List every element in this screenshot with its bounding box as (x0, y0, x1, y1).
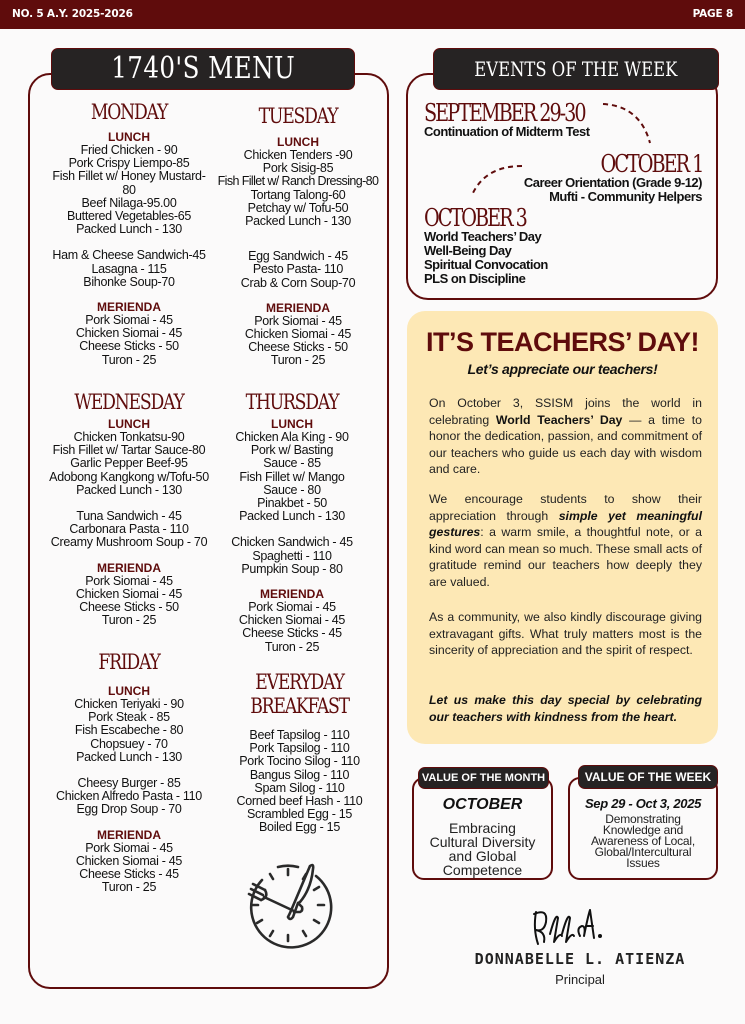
menu-item: Pesto Pasta- 110 (252, 262, 344, 277)
day-name: FRIDAY (98, 650, 160, 674)
value-of-week-box (568, 777, 718, 880)
events-title (433, 48, 719, 90)
lunch-label: LUNCH (108, 684, 150, 698)
menu-item: Egg Drop Soup - 70 (76, 802, 182, 817)
menu-item: Fried Chicken - 90 (80, 143, 178, 157)
menu-item: Chicken Ala King - 90 (235, 430, 349, 444)
event-oct-1 (524, 152, 702, 204)
menu-item: Bihonke Soup-70 (83, 274, 175, 289)
menu-item: Ham & Cheese Sandwich-45 (52, 248, 206, 263)
menu-item: Turon - 25 (101, 880, 157, 895)
breakfast-title-line1: EVERYDAY (255, 670, 344, 694)
day-name: TUESDAY (258, 104, 338, 128)
menu-item: Adobong Kangkong w/Tofu-50 (49, 469, 209, 484)
value-of-week-text (570, 814, 716, 869)
menu-item: Beef Nilaga-95.00 (81, 195, 177, 210)
merienda-label: MERIENDA (96, 827, 161, 842)
menu-item: Scrambled Egg - 15 (246, 807, 353, 822)
day-name: THURSDAY (245, 390, 339, 414)
menu-item: Sauce - 80 (263, 482, 321, 497)
principal-role: Principal (555, 972, 605, 987)
value-of-month-heading: OCTOBER (442, 796, 523, 813)
menu-item: Chicken Tenders -90 (243, 148, 353, 162)
menu-item: Fish Fillet w/ Tartar Sauce-80 (52, 443, 206, 458)
menu-item: Corned beef Hash - 110 (236, 794, 363, 809)
teachers-day-paragraph-2 (429, 491, 702, 591)
menu-item: Turon - 25 (264, 639, 320, 654)
value-line: Global/Intercultural (594, 845, 692, 859)
merienda-label: MERIENDA (259, 587, 324, 602)
menu-item: Cheese Sticks - 45 (242, 626, 342, 641)
merienda-label: MERIENDA (96, 560, 161, 575)
menu-item: Turon - 25 (101, 613, 157, 628)
breakfast-title-line2: BREAKFAST (250, 694, 349, 718)
event-item: Spiritual Convocation (424, 257, 548, 272)
menu-item: Tuna Sandwich - 45 (76, 509, 182, 524)
menu-item: Tortang Talong-60 (250, 187, 346, 202)
menu-item: Packed Lunch - 130 (239, 509, 345, 524)
day-name: WEDNESDAY (74, 390, 184, 414)
menu-item: Packed Lunch - 130 (76, 749, 182, 764)
value-line: Embracing (449, 820, 516, 836)
menu-item: Pork Sisig-85 (262, 161, 334, 176)
menu-item: Fish Fillet w/ Ranch Dressing-80 (217, 174, 379, 189)
paragraph-bold-italic: simple yet meaningful gestures (429, 508, 702, 540)
menu-item: Chicken Siomai - 45 (238, 613, 346, 628)
paragraph-bold: World Teachers’ Day (495, 412, 623, 427)
event-item: Mufti - Community Helpers (549, 189, 702, 204)
merienda-label: MERIENDA (96, 300, 161, 315)
clock-fork-knife-icon (238, 855, 338, 955)
menu-item: Chicken Siomai - 45 (244, 327, 352, 342)
menu-item: Cheese Sticks - 45 (79, 867, 179, 882)
teachers-day-paragraph-3: As a community, we also kindly discourage giving extravagant gifts. What truly matters most is the sincerity of appreciation and the spirit of respect. (429, 610, 702, 658)
event-item: Continuation of Midterm Test (424, 124, 590, 139)
menu-item: Chicken Alfredo Pasta - 110 (56, 789, 202, 804)
menu-item: Cheese Sticks - 50 (79, 600, 179, 615)
menu-item: Lasagna - 115 (91, 261, 167, 276)
day-name: MONDAY (90, 100, 168, 124)
day-wednesday (35, 390, 223, 627)
event-date: SEPTEMBER 29-30 (424, 99, 585, 127)
menu-item: Chicken Tonkatsu-90 (73, 430, 185, 444)
menu-title-text: 1740'S MENU (111, 51, 295, 86)
merienda-label: MERIENDA (265, 300, 330, 315)
teachers-day-paragraph-1 (429, 395, 702, 478)
menu-item: 80 (122, 182, 136, 197)
menu-item: Pork Siomai - 45 (85, 313, 173, 328)
teachers-day-paragraph-4: Let us make this day special by celebrating our teachers with kindness from the heart. (429, 693, 702, 724)
menu-item: Buttered Vegetables-65 (66, 209, 192, 224)
teachers-day-card (407, 311, 718, 744)
menu-item: Cheese Sticks - 50 (79, 339, 179, 354)
menu-item: Pork Tapsilog - 110 (249, 741, 350, 756)
menu-item: Garlic Pepper Beef-95 (70, 456, 188, 471)
day-friday (35, 650, 223, 894)
menu-item: Packed Lunch - 130 (245, 214, 351, 229)
menu-item: Fish Escabeche - 80 (74, 723, 184, 738)
menu-item: Cheese Sticks - 50 (248, 340, 348, 355)
value-of-week-heading: Sep 29 - Oct 3, 2025 (584, 796, 702, 811)
menu-item: Fish Fillet w/ Mango (239, 469, 345, 484)
menu-item: Chicken Siomai - 45 (75, 326, 183, 341)
event-item: Career Orientation (Grade 9-12) (523, 175, 702, 190)
menu-item: Chicken Sandwich - 45 (231, 535, 353, 550)
lunch-label: LUNCH (277, 135, 319, 149)
menu-item: Fish Fillet w/ Honey Mustard- (52, 169, 206, 184)
value-line: Cultural Diversity (429, 834, 536, 850)
menu-item: Cheesy Burger - 85 (77, 776, 181, 791)
menu-item: Spam Silog - 110 (254, 780, 345, 795)
signature-image (530, 904, 610, 948)
menu-item: Packed Lunch - 130 (76, 482, 182, 497)
menu-item: Carbonara Pasta - 110 (69, 522, 189, 537)
menu-title (51, 48, 355, 90)
teachers-day-subtitle: Let’s appreciate our teachers! (467, 361, 658, 377)
value-of-month-text (414, 821, 551, 877)
value-line: Awareness of Local, (590, 834, 696, 848)
event-item: World Teachers’ Day (424, 229, 542, 244)
menu-item: Pork Siomai - 45 (254, 313, 342, 328)
event-oct-3 (424, 206, 551, 286)
value-of-week-tag: VALUE OF THE WEEK (578, 765, 718, 789)
issue-label: NO. 5 A.Y. 2025-2026 (12, 8, 133, 20)
event-date: OCTOBER 1 (600, 150, 702, 178)
everyday-breakfast (212, 670, 387, 835)
newsletter-header-bar (0, 0, 745, 29)
event-item: PLS on Discipline (424, 271, 526, 286)
principal-name: DONNABELLE L. ATIENZA (474, 950, 686, 968)
value-line: and Global (448, 848, 517, 864)
value-of-month-box (412, 777, 553, 880)
value-line: Issues (626, 856, 660, 870)
event-sep-29-30 (424, 101, 625, 139)
menu-item: Chicken Teriyaki - 90 (74, 697, 184, 711)
paragraph-text: — a time to honor the dedication, passion, and commitment of our teachers who guide us each day with wisdom and care. (429, 412, 702, 477)
lunch-label: LUNCH (271, 417, 313, 431)
teachers-day-title: IT’S TEACHERS’ DAY! (425, 327, 700, 357)
menu-item: Petchay w/ Tofu-50 (247, 200, 349, 215)
paragraph-text: : a warm smile, a thoughtful note, or a kind word can mean so much. These small acts of gratitude remind our teachers how deeply they are valued. (429, 525, 702, 589)
menu-item: Pork Siomai - 45 (85, 840, 173, 855)
menu-item: Turon - 25 (101, 352, 157, 367)
lunch-label: LUNCH (108, 130, 150, 144)
menu-item: Pork Siomai - 45 (85, 573, 173, 588)
value-line: Competence (442, 862, 523, 878)
menu-item: Pork Crispy Liempo-85 (68, 156, 190, 171)
menu-item: Turon - 25 (270, 353, 326, 368)
menu-item: Boiled Egg - 15 (259, 820, 340, 835)
day-monday (35, 100, 223, 367)
value-line: Demonstrating (605, 812, 681, 826)
event-date: OCTOBER 3 (424, 204, 526, 232)
page-number: PAGE 8 (692, 8, 733, 20)
menu-item: Pork Tocino Silog - 110 (239, 754, 360, 769)
menu-item: Chicken Siomai - 45 (75, 853, 183, 868)
menu-item: Pinakbet - 50 (257, 496, 327, 511)
menu-item: Sauce - 85 (263, 456, 321, 471)
menu-item: Crab & Corn Soup-70 (240, 275, 356, 290)
menu-item: Pork Siomai - 45 (248, 600, 336, 615)
value-of-month-tag: VALUE OF THE MONTH (418, 767, 549, 789)
events-title-text: EVENTS OF THE WEEK (474, 57, 678, 81)
menu-item: Egg Sandwich - 45 (248, 249, 348, 264)
day-thursday (212, 390, 372, 654)
paragraph-text: On October 3, SSISM joins the world in celebrating (429, 396, 702, 427)
menu-item: Chopsuey - 70 (90, 736, 168, 751)
menu-item: Pork Steak - 85 (88, 710, 170, 725)
menu-item: Pumpkin Soup - 80 (241, 561, 343, 576)
menu-item: Chicken Siomai - 45 (75, 586, 183, 601)
menu-item: Packed Lunch - 130 (76, 222, 182, 237)
menu-item: Creamy Mushroom Soup - 70 (50, 535, 208, 550)
event-item: Well-Being Day (424, 243, 512, 258)
lunch-label: LUNCH (108, 417, 150, 431)
menu-item: Beef Tapsilog - 110 (249, 728, 350, 742)
menu-item: Bangus Silog - 110 (249, 767, 350, 782)
menu-item: Spaghetti - 110 (252, 548, 332, 563)
paragraph-text: We encourage students to show their appreciation through (429, 492, 702, 523)
value-line: Knowledge and (602, 823, 684, 837)
menu-item: Pork w/ Basting (250, 443, 334, 458)
day-tuesday (208, 104, 388, 368)
